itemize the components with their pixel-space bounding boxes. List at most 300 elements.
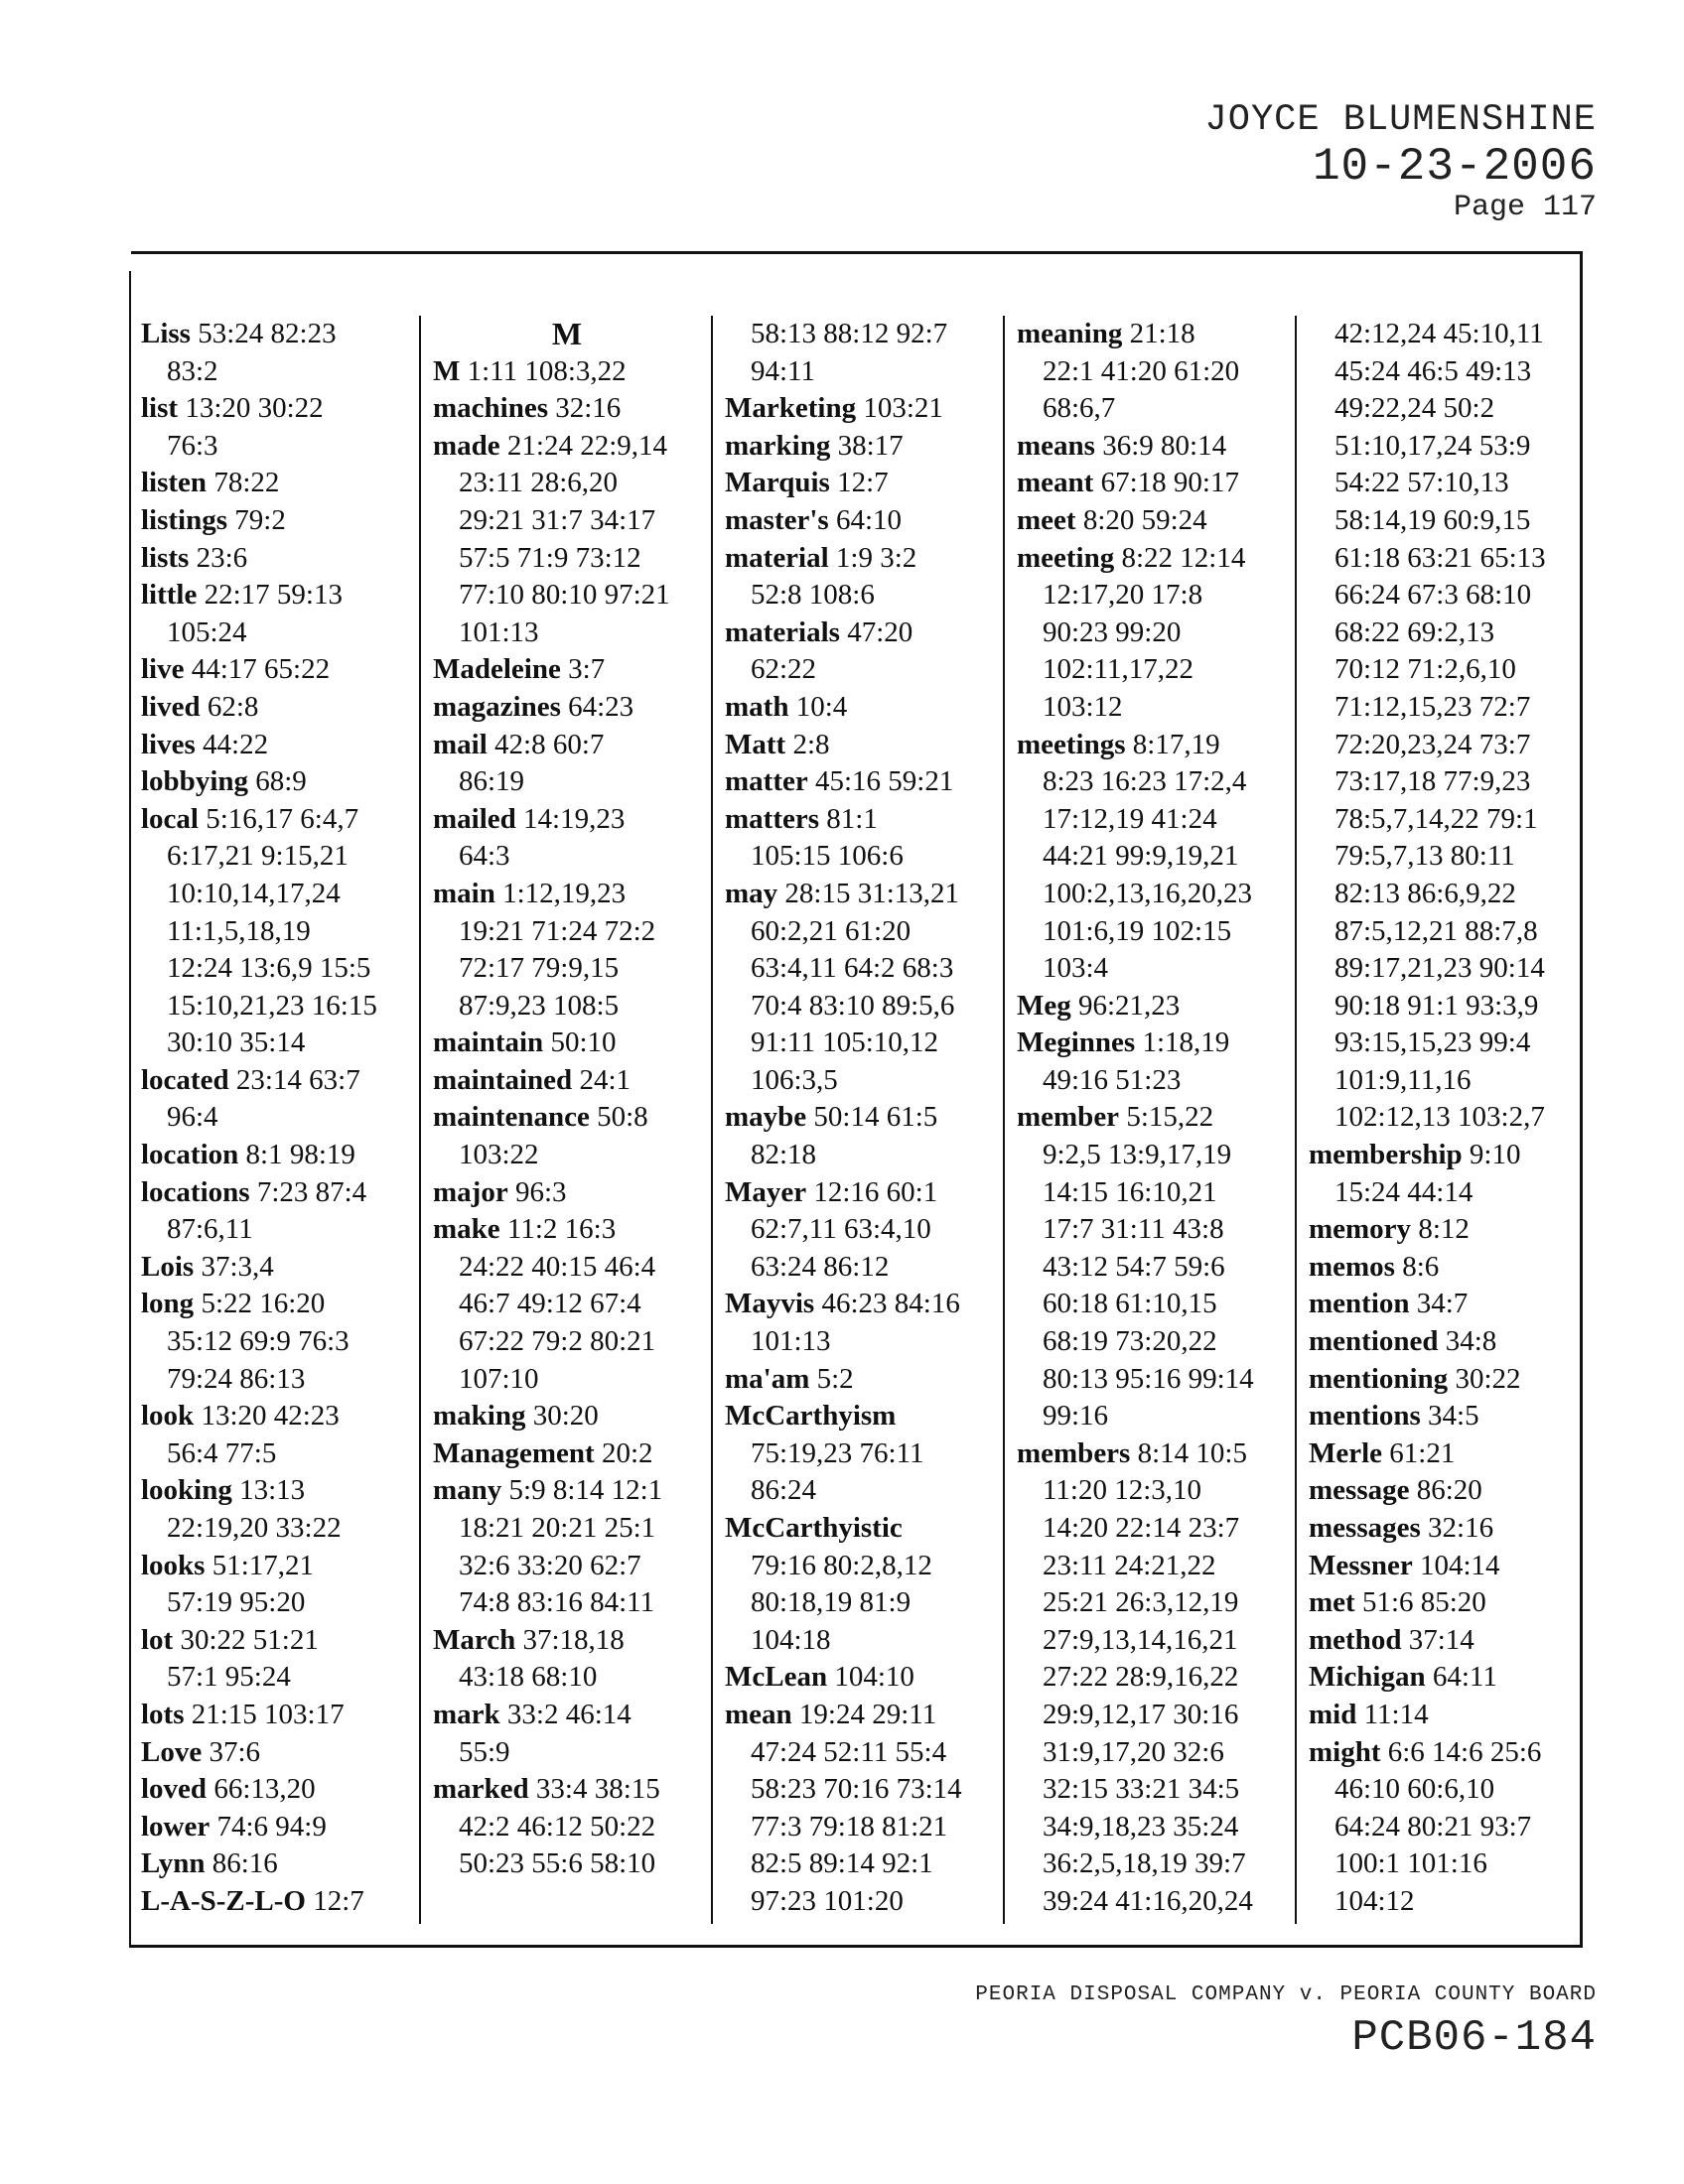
page-line-refs: 24:1 xyxy=(579,1063,631,1096)
page-line-refs: 68:9 xyxy=(255,765,307,798)
page-line-refs-continued: 14:15 16:10,21 xyxy=(1043,1175,1217,1208)
index-entry xyxy=(1017,428,1285,466)
page-line-refs: 1:11 108:3,22 xyxy=(467,354,627,387)
page-line-refs-continued: 86:24 xyxy=(751,1474,817,1507)
page-line-refs: 5:2 xyxy=(816,1362,854,1395)
index-entry xyxy=(1309,1398,1577,1435)
index-entry xyxy=(433,1435,701,1473)
page-line-refs-continued: 100:2,13,16,20,23 xyxy=(1043,877,1253,909)
page-line-refs: 19:24 29:11 xyxy=(798,1698,937,1730)
page-line-refs: 7:23 87:4 xyxy=(256,1175,367,1208)
index-term: long xyxy=(141,1288,195,1320)
page-line-refs: 104:10 xyxy=(834,1661,914,1694)
index-term: making xyxy=(433,1400,526,1433)
page-line-refs: 8:14 10:5 xyxy=(1137,1436,1247,1469)
page-line-refs-continued: 51:10,17,24 53:9 xyxy=(1334,429,1531,462)
index-entry xyxy=(433,1771,701,1809)
index-term: locations xyxy=(141,1175,250,1208)
index-entry xyxy=(141,1174,409,1212)
index-term: meeting xyxy=(1017,541,1115,574)
index-entry xyxy=(433,689,701,727)
page-line-refs: 53:24 82:23 xyxy=(198,318,337,349)
page-line-refs: 50:10 xyxy=(550,1026,617,1059)
page-line-refs: 28:15 31:13,21 xyxy=(784,877,960,909)
index-term: mean xyxy=(725,1698,792,1730)
page-line-refs: 1:18,19 xyxy=(1142,1026,1230,1059)
page-line-refs: 13:20 42:23 xyxy=(201,1400,340,1433)
page-line-refs: 45:16 59:21 xyxy=(814,765,954,798)
page-line-refs-continued: 64:24 80:21 93:7 xyxy=(1334,1810,1532,1843)
index-entry xyxy=(141,1398,409,1435)
page-line-refs-continued: 103:22 xyxy=(459,1139,539,1171)
index-term: lobbying xyxy=(141,765,248,798)
index-entry xyxy=(433,1174,701,1212)
page-line-refs-continued: 14:20 22:14 23:7 xyxy=(1043,1512,1240,1544)
index-term: math xyxy=(725,690,789,723)
index-column-4 xyxy=(1017,316,1285,1921)
page-line-refs-continued: 57:19 95:20 xyxy=(167,1586,306,1619)
page-line-refs: 11:2 16:3 xyxy=(506,1213,617,1246)
index-term: lots xyxy=(141,1698,185,1730)
page-line-refs: 9:10 xyxy=(1469,1139,1521,1171)
index-entry xyxy=(725,465,993,502)
page-line-refs: 32:16 xyxy=(555,392,622,425)
index-entry xyxy=(433,1472,701,1510)
page-line-refs: 37:6 xyxy=(209,1735,261,1768)
page-line-refs-continued: 73:17,18 77:9,23 xyxy=(1334,765,1531,798)
page-line-refs-continued: 91:11 105:10,12 xyxy=(751,1026,939,1059)
page-line-refs-continued: 89:17,21,23 90:14 xyxy=(1334,952,1545,985)
index-term: McCarthyism xyxy=(725,1400,897,1433)
index-term: meetings xyxy=(1017,728,1126,760)
index-term: maybe xyxy=(725,1101,807,1134)
page-line-refs-continued: 63:4,11 64:2 68:3 xyxy=(751,952,954,985)
page-line-refs-continued: 72:20,23,24 73:7 xyxy=(1334,728,1531,760)
index-entry xyxy=(1017,465,1285,502)
page-line-refs-continued: 76:3 xyxy=(167,429,218,462)
index-term: listings xyxy=(141,503,228,536)
index-term: matter xyxy=(725,765,808,798)
index-entry xyxy=(433,876,701,913)
page-line-refs-continued: 104:18 xyxy=(751,1623,831,1656)
page-line-refs-continued: 86:19 xyxy=(459,765,525,798)
page-line-refs: 34:7 xyxy=(1416,1288,1469,1320)
page-line-refs-continued: 101:13 xyxy=(459,615,539,648)
index-entry xyxy=(141,1845,409,1883)
page-line-refs-continued: 55:9 xyxy=(459,1735,510,1768)
page-line-refs-continued: 15:10,21,23 16:15 xyxy=(167,989,377,1022)
index-entry xyxy=(725,801,993,839)
page-line-refs: 104:14 xyxy=(1419,1549,1500,1581)
index-term: marking xyxy=(725,429,831,462)
page-line-refs-continued: 106:3,5 xyxy=(751,1063,838,1096)
index-term: location xyxy=(141,1139,239,1171)
index-column-2 xyxy=(433,316,701,1883)
index-entry xyxy=(1309,1472,1577,1510)
page-line-refs-continued: 105:24 xyxy=(167,615,247,648)
index-entry xyxy=(1017,1024,1285,1062)
index-entry xyxy=(433,801,701,839)
deposition-date: 10-23-2006 xyxy=(1312,141,1597,193)
index-term: Meginnes xyxy=(1017,1026,1136,1059)
index-term: Liss xyxy=(141,318,191,349)
page-line-refs: 8:6 xyxy=(1402,1250,1440,1283)
page-line-refs: 34:8 xyxy=(1445,1325,1497,1358)
page-line-refs-continued: 94:11 xyxy=(751,354,815,387)
page-line-refs: 50:14 61:5 xyxy=(813,1101,938,1134)
page-line-refs: 33:2 46:14 xyxy=(506,1698,632,1730)
page-line-refs-continued: 102:12,13 103:2,7 xyxy=(1334,1101,1545,1134)
index-term: meet xyxy=(1017,503,1076,536)
page-line-refs-continued: 24:22 40:15 46:4 xyxy=(459,1250,656,1283)
index-term: Mayer xyxy=(725,1175,807,1208)
page-line-refs-continued: 82:18 xyxy=(751,1139,817,1171)
page-line-refs-continued: 36:2,5,18,19 39:7 xyxy=(1043,1847,1246,1880)
index-term: mentioned xyxy=(1309,1325,1439,1358)
index-term: Management xyxy=(433,1436,595,1469)
index-entry xyxy=(433,1211,701,1249)
index-entry xyxy=(141,689,409,727)
deponent-name: JOYCE BLUMENSHINE xyxy=(1204,99,1597,141)
index-term: March xyxy=(433,1623,516,1656)
index-column-1 xyxy=(141,316,409,1921)
index-entry xyxy=(1309,1584,1577,1622)
page-line-refs: 5:9 8:14 12:1 xyxy=(508,1474,663,1507)
page-line-refs-continued: 34:9,18,23 35:24 xyxy=(1043,1810,1239,1843)
index-term: looking xyxy=(141,1474,232,1507)
page-line-refs-continued: 23:11 28:6,20 xyxy=(459,467,619,499)
index-term: Madeleine xyxy=(433,653,561,686)
index-term: mentioning xyxy=(1309,1362,1449,1395)
page-line-refs-continued: 79:24 86:13 xyxy=(167,1362,306,1395)
page-line-refs: 21:15 103:17 xyxy=(191,1698,345,1730)
page-line-refs-continued: 31:9,17,20 32:6 xyxy=(1043,1735,1224,1768)
page-line-refs-continued: 87:5,12,21 88:7,8 xyxy=(1334,914,1538,947)
index-entry xyxy=(725,1099,993,1137)
index-term: Michigan xyxy=(1309,1661,1426,1694)
case-number: PCB06-184 xyxy=(1351,2013,1597,2063)
page-line-refs-continued: 82:13 86:6,9,22 xyxy=(1334,877,1516,909)
page-line-refs-continued: 77:3 79:18 81:21 xyxy=(751,1810,948,1843)
page-line-refs: 51:6 85:20 xyxy=(1361,1586,1486,1619)
index-term: mention xyxy=(1309,1288,1410,1320)
index-entry xyxy=(433,1398,701,1435)
index-entry xyxy=(725,1174,993,1212)
index-entry xyxy=(433,428,701,466)
page-line-refs-continued: 80:13 95:16 99:14 xyxy=(1043,1362,1254,1395)
page-line-refs: 46:23 84:16 xyxy=(821,1288,960,1320)
index-entry xyxy=(1309,1249,1577,1287)
index-entry xyxy=(725,1286,993,1323)
index-entry xyxy=(1017,540,1285,578)
index-term: lives xyxy=(141,728,196,760)
index-entry xyxy=(725,428,993,466)
index-term: marked xyxy=(433,1773,529,1806)
index-entry xyxy=(141,727,409,764)
index-entry xyxy=(141,1137,409,1174)
index-entry xyxy=(725,1510,993,1548)
index-entry xyxy=(141,1548,409,1585)
page-line-refs-continued: 72:17 79:9,15 xyxy=(459,952,620,985)
page-line-refs-continued: 49:22,24 50:2 xyxy=(1334,392,1495,425)
index-entry xyxy=(141,502,409,540)
page-line-refs-continued: 87:6,11 xyxy=(167,1213,253,1246)
index-entry xyxy=(141,540,409,578)
page-line-refs-continued: 79:16 80:2,8,12 xyxy=(751,1549,932,1581)
page-line-refs-continued: 19:21 71:24 72:2 xyxy=(459,914,656,947)
page-line-refs-continued: 57:5 71:9 73:12 xyxy=(459,541,641,574)
page-line-refs-continued: 105:15 106:6 xyxy=(751,840,904,873)
page-line-refs-continued: 50:23 55:6 58:10 xyxy=(459,1847,656,1880)
page-line-refs-continued: 68:19 73:20,22 xyxy=(1043,1325,1217,1358)
page-line-refs-continued: 74:8 83:16 84:11 xyxy=(459,1586,655,1619)
index-term: means xyxy=(1017,429,1095,462)
page-line-refs: 1:9 3:2 xyxy=(835,541,917,574)
page-line-refs: 51:17,21 xyxy=(211,1549,315,1581)
index-term: Meg xyxy=(1017,989,1071,1022)
page-line-refs-continued: 54:22 57:10,13 xyxy=(1334,467,1509,499)
page-line-refs-continued: 58:23 70:16 73:14 xyxy=(751,1773,962,1806)
index-term: met xyxy=(1309,1586,1355,1619)
index-entry xyxy=(141,1809,409,1846)
index-entry xyxy=(725,1398,993,1435)
index-entry xyxy=(725,390,993,428)
page-line-refs-continued: 32:15 33:21 34:5 xyxy=(1043,1773,1240,1806)
page-line-refs: 12:7 xyxy=(313,1884,364,1917)
page-line-refs-continued: 12:24 13:6,9 15:5 xyxy=(167,952,371,985)
index-term: magazines xyxy=(433,690,561,723)
page-line-refs-continued: 90:23 99:20 xyxy=(1043,615,1182,648)
page-line-refs-continued: 66:24 67:3 68:10 xyxy=(1334,579,1532,612)
page-line-refs-continued: 101:9,11,16 xyxy=(1334,1063,1472,1096)
index-term: meaning xyxy=(1017,318,1123,349)
index-term: lived xyxy=(141,690,201,723)
index-term: message xyxy=(1309,1474,1410,1507)
page-line-refs: 86:16 xyxy=(211,1847,278,1880)
column-divider-2 xyxy=(711,316,713,1924)
page-line-refs: 5:16,17 6:4,7 xyxy=(206,802,359,835)
index-entry xyxy=(725,689,993,727)
page-line-refs: 38:17 xyxy=(837,429,904,462)
index-entry xyxy=(725,502,993,540)
page-line-refs: 8:20 59:24 xyxy=(1082,503,1207,536)
page-line-refs: 103:21 xyxy=(863,392,943,425)
index-entry xyxy=(1309,1510,1577,1548)
page-line-refs: 6:6 14:6 25:6 xyxy=(1387,1735,1542,1768)
page-line-refs-continued: 27:22 28:9,16,22 xyxy=(1043,1661,1239,1694)
page-line-refs: 86:20 xyxy=(1416,1474,1482,1507)
index-entry xyxy=(141,1249,409,1287)
page-line-refs-continued: 62:22 xyxy=(751,653,817,686)
index-term: Messner xyxy=(1309,1549,1413,1581)
page-line-refs-continued: 64:3 xyxy=(459,840,510,873)
page-line-refs-continued: 11:1,5,18,19 xyxy=(167,914,311,947)
page-line-refs-continued: 71:12,15,23 72:7 xyxy=(1334,690,1531,723)
index-term: might xyxy=(1309,1735,1381,1768)
index-entry xyxy=(433,727,701,764)
page-line-refs: 37:14 xyxy=(1408,1623,1474,1656)
page-line-refs-continued: 30:10 35:14 xyxy=(167,1026,306,1059)
page-line-refs-continued: 58:13 88:12 92:7 xyxy=(751,318,948,349)
page-line-refs: 32:16 xyxy=(1428,1512,1494,1544)
index-term: membership xyxy=(1309,1139,1463,1171)
page-line-refs-continued: 102:11,17,22 xyxy=(1043,653,1193,686)
page-line-refs-continued: 9:2,5 13:9,17,19 xyxy=(1043,1139,1232,1171)
page-line-refs-continued: 12:17,20 17:8 xyxy=(1043,579,1203,612)
page-line-refs: 78:22 xyxy=(213,467,280,499)
index-entry xyxy=(1017,1435,1285,1473)
index-entry xyxy=(725,727,993,764)
index-term: local xyxy=(141,802,199,835)
index-entry xyxy=(433,651,701,689)
page-line-refs: 1:12,19,23 xyxy=(502,877,627,909)
page-line-refs-continued: 78:5,7,14,22 79:1 xyxy=(1334,802,1538,835)
index-term: Marketing xyxy=(725,392,857,425)
index-entry xyxy=(141,1771,409,1809)
index-term: maintained xyxy=(433,1063,573,1096)
page-line-refs: 13:13 xyxy=(239,1474,306,1507)
page-line-refs: 34:5 xyxy=(1428,1400,1479,1433)
page-line-refs-continued: 22:19,20 33:22 xyxy=(167,1512,342,1544)
index-entry xyxy=(141,1472,409,1510)
index-term: matters xyxy=(725,802,820,835)
index-term: Matt xyxy=(725,728,786,760)
page-line-refs: 42:8 60:7 xyxy=(494,728,605,760)
page-line-refs: 33:4 38:15 xyxy=(535,1773,660,1806)
page-line-refs-continued: 70:12 71:2,6,10 xyxy=(1334,653,1516,686)
page-line-refs-continued: 103:12 xyxy=(1043,690,1123,723)
page-line-refs-continued: 75:19,23 76:11 xyxy=(751,1436,924,1469)
page-line-refs: 30:20 xyxy=(532,1400,599,1433)
page-line-refs-continued: 25:21 26:3,12,19 xyxy=(1043,1586,1239,1619)
index-entry xyxy=(433,390,701,428)
index-entry xyxy=(141,1883,409,1921)
index-term: M xyxy=(433,354,461,387)
index-entry xyxy=(1017,316,1285,353)
index-entry xyxy=(1309,1361,1577,1399)
page-line-refs: 50:8 xyxy=(597,1101,648,1134)
page-line-refs-continued: 80:18,19 81:9 xyxy=(751,1586,912,1619)
page-line-refs-continued: 44:21 99:9,19,21 xyxy=(1043,840,1239,873)
index-term: messages xyxy=(1309,1512,1421,1544)
index-term: Mayvis xyxy=(725,1288,815,1320)
page-line-refs: 37:3,4 xyxy=(201,1250,274,1283)
index-term: Love xyxy=(141,1735,203,1768)
page-line-refs-continued: 104:12 xyxy=(1334,1884,1415,1917)
index-term: Merle xyxy=(1309,1436,1383,1469)
index-column-3 xyxy=(725,316,993,1921)
index-term: method xyxy=(1309,1623,1402,1656)
page-line-refs: 67:18 90:17 xyxy=(1100,467,1239,499)
index-term: major xyxy=(433,1175,508,1208)
page-line-refs: 44:17 65:22 xyxy=(191,653,331,686)
index-entry xyxy=(1309,1622,1577,1660)
page-line-refs: 81:1 xyxy=(826,802,878,835)
page-line-refs: 21:24 22:9,14 xyxy=(506,429,668,462)
index-entry xyxy=(725,540,993,578)
index-term: material xyxy=(725,541,829,574)
index-entry xyxy=(1017,988,1285,1025)
column-divider-1 xyxy=(419,316,421,1924)
index-entry xyxy=(725,763,993,801)
page-line-refs-continued: 45:24 46:5 49:13 xyxy=(1334,354,1532,387)
index-term: machines xyxy=(433,392,548,425)
index-entry xyxy=(1309,1659,1577,1697)
index-term: looks xyxy=(141,1549,206,1581)
index-entry xyxy=(725,614,993,652)
page-line-refs: 79:2 xyxy=(234,503,286,536)
page-line-refs-continued: 60:2,21 61:20 xyxy=(751,914,912,947)
index-entry xyxy=(433,1062,701,1100)
page-line-refs-continued: 23:11 24:21,22 xyxy=(1043,1549,1216,1581)
page-line-refs: 12:7 xyxy=(837,467,889,499)
page-line-refs-continued: 60:18 61:10,15 xyxy=(1043,1288,1217,1320)
page-line-refs-continued: 47:24 52:11 55:4 xyxy=(751,1735,947,1768)
page-line-refs: 8:1 98:19 xyxy=(245,1139,355,1171)
index-term: main xyxy=(433,877,495,909)
page-line-refs-continued: 32:6 33:20 62:7 xyxy=(459,1549,641,1581)
index-entry xyxy=(141,651,409,689)
page-line-refs: 23:14 63:7 xyxy=(235,1063,360,1096)
index-term: Lois xyxy=(141,1250,195,1283)
index-term: materials xyxy=(725,615,840,648)
index-term: loved xyxy=(141,1773,208,1806)
page-line-refs: 44:22 xyxy=(203,728,269,760)
index-term: McLean xyxy=(725,1661,828,1694)
page-line-refs-continued: 8:23 16:23 17:2,4 xyxy=(1043,765,1247,798)
page-line-refs-continued: 82:5 89:14 92:1 xyxy=(751,1847,933,1880)
page-line-refs-continued: 43:18 68:10 xyxy=(459,1661,598,1694)
page-line-refs: 13:20 30:22 xyxy=(185,392,324,425)
index-term: memos xyxy=(1309,1250,1395,1283)
index-term: L-A-S-Z-L-O xyxy=(141,1884,306,1917)
index-entry xyxy=(1309,1697,1577,1734)
index-entry xyxy=(433,1099,701,1137)
index-entry xyxy=(141,1286,409,1323)
index-term: McCarthyistic xyxy=(725,1512,903,1544)
page-line-refs-continued: 17:7 31:11 43:8 xyxy=(1043,1213,1224,1246)
page-line-refs-continued: 17:12,19 41:24 xyxy=(1043,802,1217,835)
page-line-refs: 12:16 60:1 xyxy=(813,1175,938,1208)
page-line-refs-continued: 15:24 44:14 xyxy=(1334,1175,1474,1208)
index-term: master's xyxy=(725,503,829,536)
page-line-refs: 96:21,23 xyxy=(1078,989,1181,1022)
index-term: may xyxy=(725,877,778,909)
column-divider-3 xyxy=(1003,316,1005,1924)
index-entry xyxy=(433,1024,701,1062)
page-line-refs-continued: 63:24 86:12 xyxy=(751,1250,890,1283)
page-line-refs-continued: 27:9,13,14,16,21 xyxy=(1043,1623,1238,1656)
index-column-5 xyxy=(1309,316,1577,1921)
index-term: little xyxy=(141,579,198,612)
index-term: look xyxy=(141,1400,195,1433)
index-entry xyxy=(1309,1211,1577,1249)
page-line-refs: 64:10 xyxy=(835,503,902,536)
page-line-refs: 21:18 xyxy=(1129,318,1195,349)
index-entry xyxy=(1309,1323,1577,1361)
page-line-refs: 22:17 59:13 xyxy=(204,579,343,612)
index-entry xyxy=(725,1361,993,1399)
index-term: mark xyxy=(433,1698,500,1730)
page-line-refs: 23:6 xyxy=(196,541,248,574)
index-entry xyxy=(1017,727,1285,764)
page-line-refs: 3:7 xyxy=(568,653,606,686)
page-line-refs-continued: 67:22 79:2 80:21 xyxy=(459,1325,656,1358)
page-line-refs: 11:14 xyxy=(1363,1698,1429,1730)
index-term: memory xyxy=(1309,1213,1412,1246)
page-line-refs: 8:22 12:14 xyxy=(1121,541,1246,574)
index-term: mail xyxy=(433,728,488,760)
